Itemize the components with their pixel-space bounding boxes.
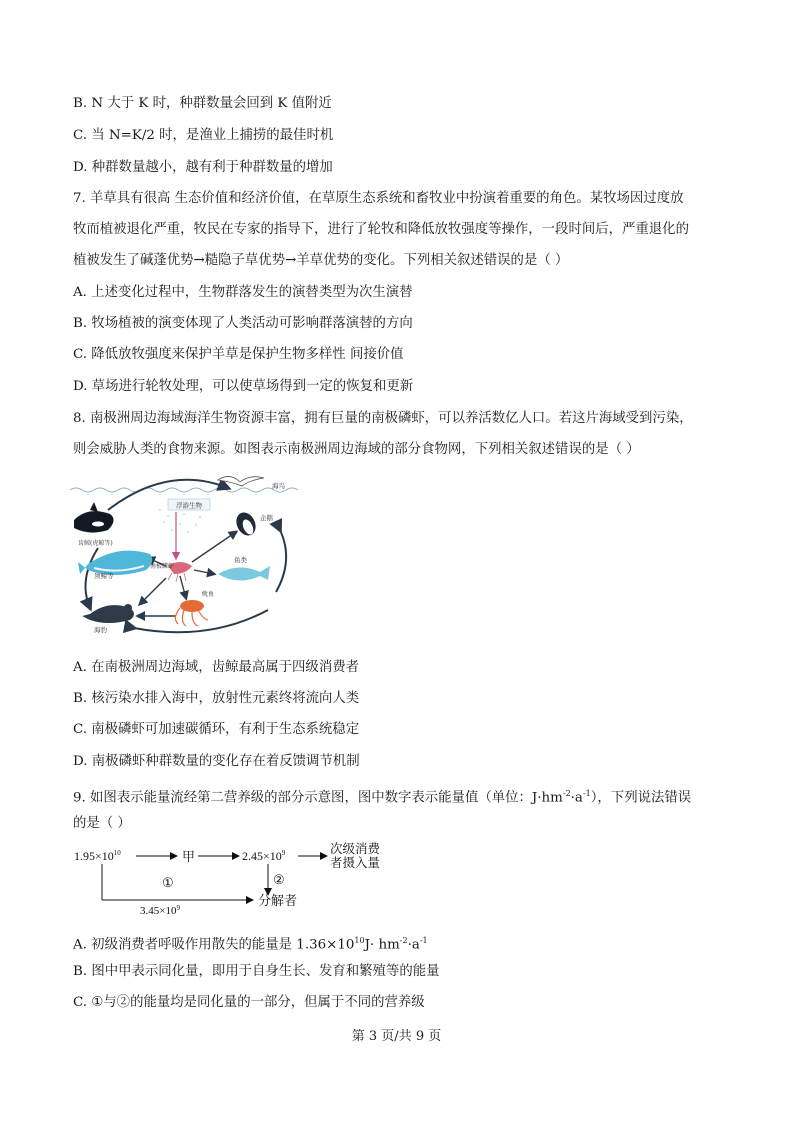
q8-option-b: B. 核污染水排入海中，放射性元素终将流向人类 bbox=[73, 691, 360, 706]
energy-mid: 2.45×10 bbox=[242, 849, 282, 863]
svg-text:3.45×109: $3.45\times 10^9$ bbox=[140, 904, 180, 917]
q7-option-a: A. 上述变化过程中，生物群落发生的演替类型为次生演替 bbox=[73, 285, 413, 300]
food-web-figure bbox=[68, 470, 300, 644]
q9-option-c: C. ①与②的能量均是同化量的一部分，但属于不同的营养级 bbox=[73, 995, 425, 1010]
label-seal: 海豹 bbox=[94, 626, 107, 634]
label-fish: 鱼类 bbox=[234, 556, 247, 564]
label-penguin: 企鹅 bbox=[260, 514, 273, 522]
svg-text:2.45×109: $2.45\times 10^9$ bbox=[242, 849, 286, 863]
q8-stem-2: 则会威胁人类的食物来源。如图表示南极洲周边海域的部分食物网，下列相关叙述错误的是（ ） bbox=[73, 442, 640, 457]
label-squid: 鱿鱼 bbox=[202, 591, 215, 598]
baleen-whale-icon bbox=[78, 551, 152, 575]
squid-icon bbox=[175, 600, 208, 626]
label-baleen-whale: 须鲸等 bbox=[94, 572, 114, 580]
label-next-consumer-1: 次级消费 bbox=[330, 842, 381, 856]
page-footer: 第 3 页/共 9 页 bbox=[351, 1029, 442, 1044]
q7-stem-2: 牧而植被退化严重，牧民在专家的指导下，进行了轮牧和降低放牧强度等操作，一段时间后，严重退化的 bbox=[73, 222, 689, 237]
q7-option-d: D. 草场进行轮牧处理，可以使草场得到一定的恢复和更新 bbox=[73, 379, 414, 394]
fish-icon bbox=[218, 566, 270, 581]
orca-icon bbox=[74, 502, 114, 533]
label-next-consumer-2: 者摄入量 bbox=[330, 855, 381, 870]
label-jia: 甲 bbox=[182, 850, 196, 865]
q7-stem-3: 植被发生了碱蓬优势→糙隐子草优势→羊草优势的变化。下列相关叙述错误的是（ ） bbox=[73, 253, 569, 268]
q9-option-a: A. 初级消费者呼吸作用散失的能量是 $1.36\times 10^{10}J\cdot hm^{-2}\cdot a^{-1}$ bbox=[73, 936, 428, 953]
q8-option-a: A. 在南极洲周边海域，齿鲸最高属于四级消费者 bbox=[73, 660, 359, 675]
q9-stem-2: 的是（ ） bbox=[73, 816, 131, 831]
q8-stem-1: 8. 南极洲周边海域海洋生物资源丰富，拥有巨量的南极磷虾，可以养活数亿人口。若这片海域受到污染， bbox=[73, 411, 693, 426]
q7-stem-1: 7. 羊草具有很高 生态价值和经济价值，在草原生态系统和畜牧业中扮演着重要的角色。某牧场因过度放 bbox=[73, 191, 684, 206]
penguin-icon bbox=[233, 509, 259, 538]
energy-flow-svg bbox=[72, 842, 392, 918]
seabird-icon bbox=[218, 476, 264, 486]
q9-stem-1: 9. 如图表示能量流经第二营养级的部分示意图，图中数字表示能量值（单位：$J\cdot hm^{-2}\cdot a^{-1}$），下列说法错误 bbox=[73, 789, 692, 806]
q9-option-b: B. 图中甲表示同化量，即用于自身生长、发育和繁殖等的能量 bbox=[73, 964, 440, 979]
energy-input: 1.95×10 bbox=[74, 849, 114, 863]
label-orca: 齿鲸(虎鲸等) bbox=[78, 540, 113, 547]
label-decomposer: 分解者 bbox=[258, 894, 298, 909]
q8-option-d: D. 南极磷虾种群数量的变化存在着反馈调节机制 bbox=[73, 754, 360, 769]
label-circle-1: ① bbox=[162, 876, 174, 891]
energy-bottom: 3.45×10 bbox=[140, 905, 177, 917]
food-web-svg bbox=[68, 470, 300, 640]
label-krill: 南极磷虾 bbox=[150, 563, 175, 570]
q6-option-c: C. 当 N=K/2 时，是渔业上捕捞的最佳时机 bbox=[73, 128, 334, 143]
q6-option-d: D. 种群数量越小，越有利于种群数量的增加 bbox=[73, 160, 333, 175]
svg-text:1.95×1010: $1.95\times 10^{10}$ bbox=[74, 849, 121, 863]
energy-flow-diagram bbox=[72, 842, 392, 922]
label-plankton: 浮游生物 bbox=[176, 501, 202, 510]
label-seabird: 海鸟 bbox=[272, 482, 285, 490]
q6-option-b: B. N 大于 K 时，种群数量会回到 K 值附近 bbox=[73, 96, 332, 111]
q7-option-c: C. 降低放牧强度来保护羊草是保护生物多样性 间接价值 bbox=[73, 347, 404, 362]
q7-option-b: B. 牧场植被的演变体现了人类活动可影响群落演替的方向 bbox=[73, 316, 413, 331]
q8-option-c: C. 南极磷虾可加速碳循环，有利于生态系统稳定 bbox=[73, 722, 360, 737]
label-circle-2: ② bbox=[273, 873, 285, 888]
